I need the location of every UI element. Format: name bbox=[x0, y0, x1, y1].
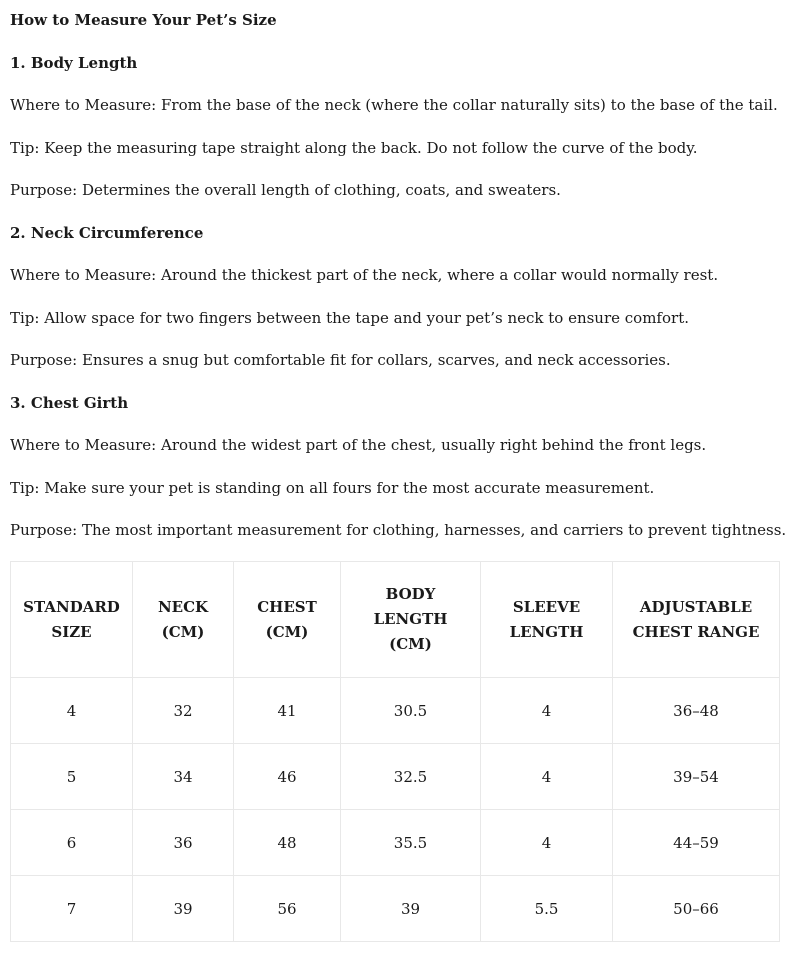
header-line: (CM) bbox=[389, 635, 432, 653]
header-line: ADJUSTABLE bbox=[639, 597, 753, 616]
cell-chest: 56 bbox=[234, 876, 341, 942]
neck-where: Where to Measure: Around the thickest part of the neck, where a collar would normally rest. bbox=[10, 266, 719, 284]
cell-chest-range: 50–66 bbox=[613, 876, 780, 942]
cell-chest: 41 bbox=[234, 678, 341, 744]
cell-sleeve-length: 4 bbox=[481, 678, 613, 744]
header-line: NECK bbox=[157, 597, 209, 616]
header-neck bbox=[133, 562, 234, 678]
header-line: (CM) bbox=[161, 622, 205, 641]
cell-chest-range: 36–48 bbox=[613, 678, 780, 744]
section-heading-neck: 2. Neck Circumference bbox=[10, 224, 204, 242]
cell-body-length: 30.5 bbox=[341, 678, 481, 744]
cell-chest: 48 bbox=[234, 810, 341, 876]
section-heading-chest: 3. Chest Girth bbox=[10, 394, 129, 412]
cell-body-length: 32.5 bbox=[341, 744, 481, 810]
header-line: (CM) bbox=[265, 622, 309, 641]
cell-sleeve-length: 4 bbox=[481, 744, 613, 810]
guide-title: How to Measure Your Pet’s Size bbox=[10, 11, 277, 29]
cell-sleeve-length: 5.5 bbox=[481, 876, 613, 942]
cell-size: 4 bbox=[11, 678, 133, 744]
table-row bbox=[11, 744, 780, 810]
cell-chest: 46 bbox=[234, 744, 341, 810]
body-length-purpose: Purpose: Determines the overall length of clothing, coats, and sweaters. bbox=[10, 181, 561, 199]
header-line: BODY bbox=[385, 585, 436, 603]
cell-neck: 36 bbox=[133, 810, 234, 876]
header-line: SLEEVE bbox=[512, 597, 581, 616]
header-line: CHEST RANGE bbox=[632, 622, 760, 641]
table-header-row bbox=[11, 562, 780, 678]
header-standard-size bbox=[11, 562, 133, 678]
header-line: SIZE bbox=[51, 622, 92, 641]
size-chart-table bbox=[10, 561, 780, 942]
cell-chest-range: 44–59 bbox=[613, 810, 780, 876]
header-line: CHEST bbox=[257, 597, 317, 616]
table-row bbox=[11, 810, 780, 876]
body-length-where: Where to Measure: From the base of the neck (where the collar naturally sits) to the base of the tail. bbox=[10, 96, 778, 114]
neck-tip: Tip: Allow space for two fingers between the tape and your pet’s neck to ensure comfort. bbox=[10, 309, 689, 327]
header-adjustable-chest-range bbox=[613, 562, 780, 678]
cell-neck: 32 bbox=[133, 678, 234, 744]
table-row bbox=[11, 678, 780, 744]
body-length-tip: Tip: Keep the measuring tape straight along the back. Do not follow the curve of the body. bbox=[10, 139, 698, 157]
cell-neck: 34 bbox=[133, 744, 234, 810]
header-chest bbox=[234, 562, 341, 678]
header-line: LENGTH bbox=[509, 622, 584, 641]
header-line: LENGTH bbox=[373, 610, 448, 628]
section-heading-body-length: 1. Body Length bbox=[10, 54, 138, 72]
table-row bbox=[11, 876, 780, 942]
header-body-length bbox=[341, 562, 481, 678]
cell-chest-range: 39–54 bbox=[613, 744, 780, 810]
cell-body-length: 39 bbox=[341, 876, 481, 942]
chest-where: Where to Measure: Around the widest part of the chest, usually right behind the front legs. bbox=[10, 436, 707, 454]
cell-neck: 39 bbox=[133, 876, 234, 942]
header-line: STANDARD bbox=[23, 597, 120, 616]
chest-tip: Tip: Make sure your pet is standing on all fours for the most accurate measurement. bbox=[10, 479, 655, 497]
cell-sleeve-length: 4 bbox=[481, 810, 613, 876]
cell-size: 5 bbox=[11, 744, 133, 810]
neck-purpose: Purpose: Ensures a snug but comfortable fit for collars, scarves, and neck accessories. bbox=[10, 351, 671, 369]
cell-body-length: 35.5 bbox=[341, 810, 481, 876]
header-sleeve-length bbox=[481, 562, 613, 678]
cell-size: 6 bbox=[11, 810, 133, 876]
cell-size: 7 bbox=[11, 876, 133, 942]
chest-purpose: Purpose: The most important measurement for clothing, harnesses, and carriers to prevent tightness. bbox=[10, 521, 787, 539]
